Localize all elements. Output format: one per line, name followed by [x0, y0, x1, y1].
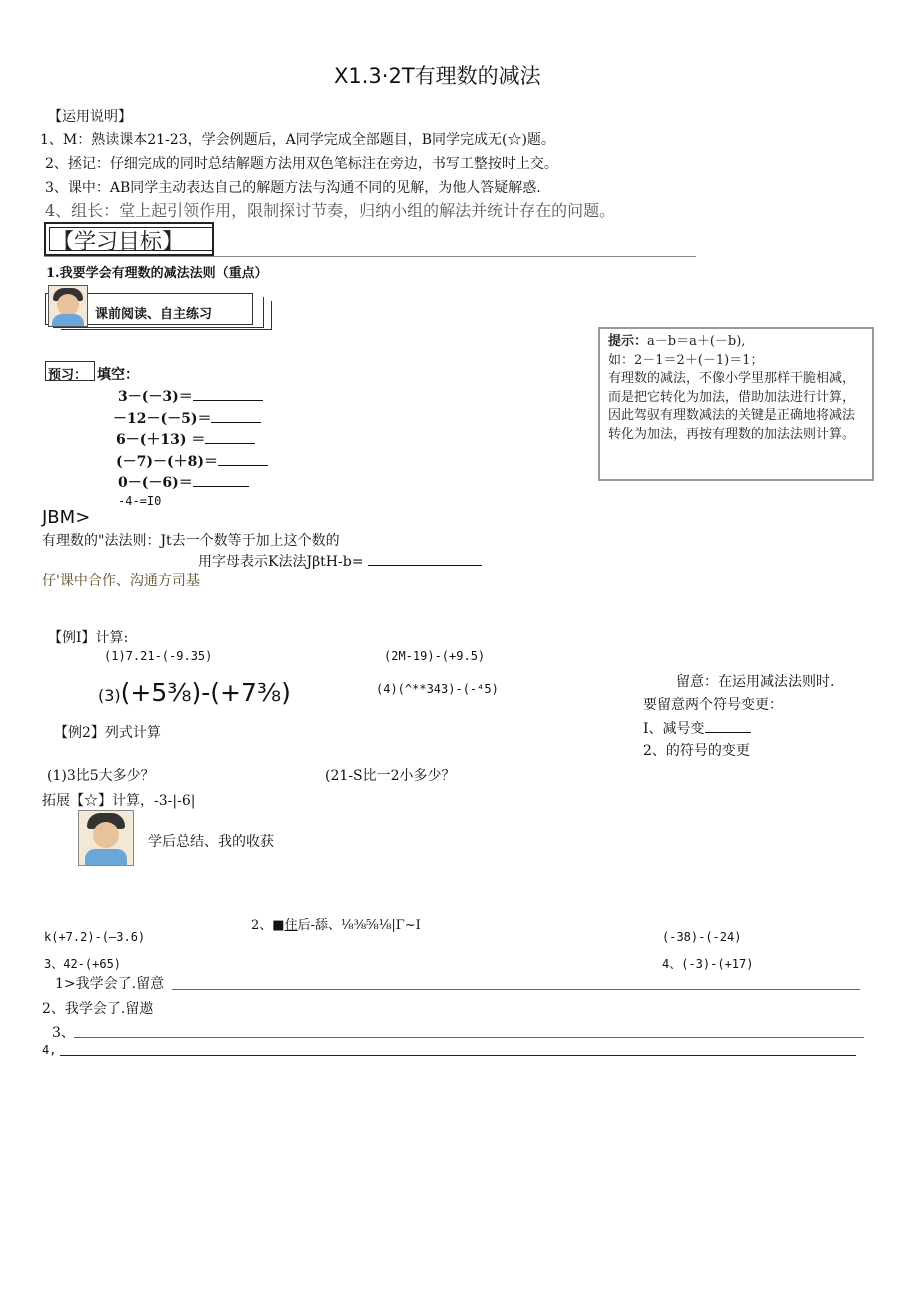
after-heading: 2、■住后-舔、⅛⅜⅝⅛|Γ~I: [251, 918, 421, 933]
learned-line-3-rule: [74, 1037, 864, 1038]
goal-item: 1.我要学会有理数的减法法则（重点）: [46, 266, 268, 281]
note-item-2: 2、的符号的变更: [643, 743, 750, 759]
usage-item-3: 3、课中：AB同学主动表达自己的解题方法与沟通不同的见解，为他人答疑解惑.: [45, 180, 541, 196]
example2-q1: (1)3比5大多少？: [47, 768, 155, 784]
preview-item-3: 6－(＋13) ＝: [116, 429, 255, 449]
hint-example: 如：2－1＝2＋(－1)＝1；: [608, 352, 764, 368]
rule-line-1: 有理数的"法法则：Jt去一个数等于加上这个数的: [42, 533, 340, 549]
after-q1: k(+7.2)-(—3.6): [44, 930, 146, 944]
goal-box-edge: [212, 222, 214, 256]
after-q3: 3、42-(+65): [44, 957, 122, 971]
page-title: X1.3·2T有理数的减法: [334, 64, 541, 88]
preview-item-1: 3－(－3)＝: [118, 386, 263, 406]
after-heading-underlined: 住: [284, 918, 298, 933]
summary-avatar-icon: [78, 810, 134, 866]
student-avatar-icon: [48, 285, 88, 327]
note-item-1: I、减号变: [643, 718, 751, 738]
goal-divider: [44, 256, 696, 257]
after-q4: 4、(-3)-(+17): [662, 957, 754, 971]
preview-item-5: 0－(－6)＝: [118, 472, 249, 492]
hint-label: 提示：: [608, 334, 648, 349]
example1-q2: (2M-19)-(+9.5): [384, 649, 486, 663]
preview-item-6: -4-=I0: [118, 494, 162, 508]
class-section-heading: 仔'课中合作、沟通方司基: [42, 573, 200, 589]
learned-line-4-rule: [60, 1055, 856, 1056]
learned-line-1-rule: [172, 989, 860, 990]
example2-q2: (21-S比一2小多少？: [325, 768, 456, 784]
example2-label: 【例2】列式计算: [54, 725, 161, 741]
extension-task: 拓展【☆】计算，-3-|-6|: [42, 793, 196, 809]
preview-label: 填空：: [97, 367, 139, 383]
learned-line-3: 3、: [52, 1025, 75, 1041]
note-line-1: 留意：在运用减法法则时.: [676, 674, 835, 690]
preview-item-2: －12－(－5)＝: [113, 408, 261, 428]
preview-tag: 预习：: [48, 368, 88, 383]
example1-q3: (3)(+5⅜)-(+7⅜): [98, 678, 291, 707]
example1-q4: (4)(^**343)-(-⁴5): [376, 682, 499, 696]
hint-box: [598, 327, 874, 481]
usage-heading: 【运用说明】: [48, 109, 132, 125]
learned-line-2: 2、我学会了.留遨: [42, 1001, 154, 1017]
example1-q1: (1)7.21-(-9.35): [104, 649, 213, 663]
preview-item-4: (－7)－(＋8)＝: [116, 451, 268, 471]
jbm-label: JBM>: [42, 507, 91, 528]
banner-label: 课前阅读、自主练习: [95, 307, 213, 322]
note-line-2: 要留意两个符号变更：: [643, 697, 783, 713]
usage-item-4: 4、组长：堂上起引领作用，限制探讨节奏，归纳小组的解法并统计存在的问题。: [45, 201, 616, 220]
hint-formula: a－b＝a＋(－b),: [647, 334, 746, 349]
hint-body: 有理数的减法，不像小学里那样干脆相减，而是把它转化为加法，借助加法进行计算，因此驾驭有理数减法的关键是正确地将减法转化为加法，再按有理数的加法法则计算。: [608, 371, 856, 442]
usage-item-2: 2、拯记：仔细完成的同时总结解题方法用双色笔标注在旁边，书写工整按时上交。: [45, 156, 558, 172]
learned-line-4: 4,: [42, 1043, 57, 1057]
rule-line-2: 用字母表示K法法JβtH-b=: [198, 551, 482, 571]
goal-heading: 【学习目标】: [52, 230, 185, 255]
usage-item-1: 1、M：熟读课本21-23，学会例题后，A同学完成全部题目，B同学完成无(☆)题。: [40, 132, 555, 148]
after-q2: (-38)-(-24): [662, 930, 742, 944]
learned-line-1: 1>我学会了.留意: [55, 976, 165, 992]
example1-label: 【例I】计算:: [48, 630, 129, 646]
summary-label: 学后总结、我的收获: [148, 834, 274, 850]
